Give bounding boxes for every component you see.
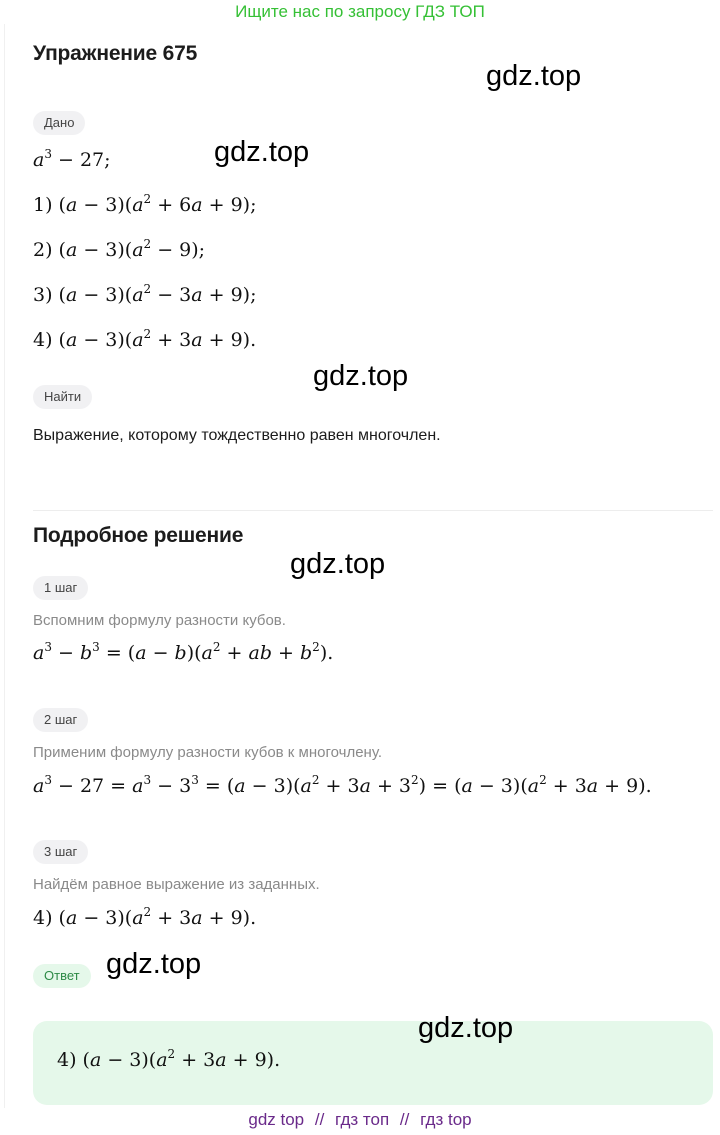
option-1: 1) $(a - 3)(a^2 + 6a + 9)$;	[33, 192, 257, 216]
option-2: 2) $(a - 3)(a^2 - 9)$;	[33, 237, 206, 261]
step-2-chip: 2 шаг	[33, 708, 88, 732]
step-3-hint: Найдём равное выражение из заданных.	[33, 876, 320, 893]
step-2-expression: $a^3 - 27 = a^3 - 3^3 = (a - 3)(a^2 + 3a + 3^2) = (a - 3)(a^2 + 3a + 9)$.	[33, 773, 652, 797]
watermark: gdz.top	[313, 360, 409, 392]
footer-separator: //	[399, 1110, 410, 1129]
watermark: gdz.top	[106, 948, 202, 980]
footer-links	[0, 1108, 720, 1135]
footer-separator: //	[314, 1110, 325, 1129]
option-4: 4) $(a - 3)(a^2 + 3a + 9)$.	[33, 327, 257, 351]
find-text: Выражение, которому тождественно равен многочлен.	[33, 427, 441, 444]
answer-box	[33, 1021, 713, 1105]
step-1-hint: Вспомним формулу разности кубов.	[33, 612, 286, 629]
find-chip: Найти	[33, 385, 92, 409]
watermark: gdz.top	[486, 60, 582, 92]
footer-link-1[interactable]: gdz top	[248, 1110, 305, 1129]
footer-link-2[interactable]: гдз топ	[335, 1110, 390, 1129]
answer-chip: Ответ	[33, 964, 91, 988]
answer-expression: 4) $(a - 3)(a^2 + 3a + 9)$.	[57, 1047, 281, 1071]
exercise-title: Упражнение 675	[33, 42, 198, 65]
section-divider	[33, 510, 713, 511]
option-3: 3) $(a - 3)(a^2 - 3a + 9)$;	[33, 282, 257, 306]
top-banner[interactable]: Ищите нас по запросу ГДЗ ТОП	[235, 2, 485, 21]
given-chip: Дано	[33, 111, 85, 135]
watermark: gdz.top	[290, 548, 386, 580]
step-1-chip: 1 шаг	[33, 576, 88, 600]
step-3-expression: 4) $(a - 3)(a^2 + 3a + 9)$.	[33, 905, 257, 929]
watermark: gdz.top	[214, 136, 310, 168]
solution-title: Подробное решение	[33, 524, 244, 547]
step-1-expression: $a^3 - b^3 = (a - b)(a^2$ + ab + $b^2$).	[33, 640, 334, 664]
step-3-chip: 3 шаг	[33, 840, 88, 864]
step-2-hint: Применим формулу разности кубов к многочлену.	[33, 744, 382, 761]
footer-link-3[interactable]: гдз top	[420, 1110, 472, 1129]
watermark: gdz.top	[418, 1012, 514, 1044]
given-expression: $a^3 - 27$;	[33, 147, 111, 171]
